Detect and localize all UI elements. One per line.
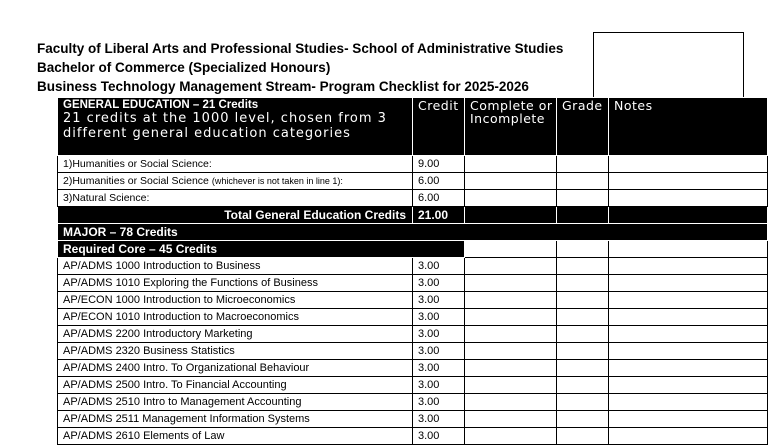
- ge-row-notes-cell[interactable]: [609, 190, 768, 207]
- course-credit: 3.00: [413, 411, 465, 428]
- ge-row-credit: 6.00: [413, 173, 465, 190]
- course-name: AP/ADMS 2400 Intro. To Organizational Behaviour: [58, 360, 413, 377]
- ge-row-notes-cell[interactable]: [609, 173, 768, 190]
- course-grade-cell[interactable]: [557, 411, 609, 428]
- column-header-credit: Credit: [413, 98, 465, 156]
- ge-total-grade: [557, 207, 609, 224]
- course-notes-cell[interactable]: [609, 309, 768, 326]
- course-credit: 3.00: [413, 258, 465, 275]
- ge-row-grade-cell[interactable]: [557, 190, 609, 207]
- course-credit: 3.00: [413, 326, 465, 343]
- course-notes-cell[interactable]: [609, 292, 768, 309]
- column-header-grade: Grade: [557, 98, 609, 156]
- course-row: [58, 343, 768, 360]
- course-grade-cell[interactable]: [557, 377, 609, 394]
- course-credit: 3.00: [413, 428, 465, 445]
- general-education-header-row: [58, 98, 768, 156]
- course-grade-cell[interactable]: [557, 309, 609, 326]
- ge-row: [58, 190, 768, 207]
- course-notes-cell[interactable]: [609, 343, 768, 360]
- column-header-notes: Notes: [609, 98, 768, 156]
- ge-row-grade-cell[interactable]: [557, 173, 609, 190]
- course-grade-cell[interactable]: [557, 343, 609, 360]
- core-notes-cell[interactable]: [609, 241, 768, 258]
- course-grade-cell[interactable]: [557, 360, 609, 377]
- course-complete-cell[interactable]: [465, 309, 557, 326]
- course-complete-cell[interactable]: [465, 377, 557, 394]
- course-complete-cell[interactable]: [465, 326, 557, 343]
- ge-total-label: Total General Education Credits: [58, 207, 413, 224]
- core-header-row: [58, 241, 768, 258]
- column-header-complete: Complete or Incomplete: [465, 98, 557, 156]
- course-row: [58, 258, 768, 275]
- header-faculty: Faculty of Liberal Arts and Professional Studies- School of Administrative Studies: [37, 41, 564, 56]
- course-complete-cell[interactable]: [465, 411, 557, 428]
- course-credit: 3.00: [413, 343, 465, 360]
- course-notes-cell[interactable]: [609, 326, 768, 343]
- course-row: [58, 360, 768, 377]
- course-name: AP/ADMS 2320 Business Statistics: [58, 343, 413, 360]
- course-grade-cell[interactable]: [557, 428, 609, 445]
- course-grade-cell[interactable]: [557, 292, 609, 309]
- ge-row-complete-cell[interactable]: [465, 156, 557, 173]
- ge-row-label: 1)Humanities or Social Science:: [58, 156, 413, 173]
- core-title: Required Core – 45 Credits: [58, 241, 465, 258]
- course-grade-cell[interactable]: [557, 326, 609, 343]
- course-name: AP/ADMS 2511 Management Information Systems: [58, 411, 413, 428]
- course-notes-cell[interactable]: [609, 394, 768, 411]
- course-grade-cell[interactable]: [557, 275, 609, 292]
- course-credit: 3.00: [413, 360, 465, 377]
- ge-total-complete: [465, 207, 557, 224]
- student-info-box[interactable]: [593, 32, 744, 100]
- course-name: AP/ECON 1010 Introduction to Macroeconomics: [58, 309, 413, 326]
- course-row: [58, 275, 768, 292]
- course-notes-cell[interactable]: [609, 377, 768, 394]
- general-education-header: [58, 98, 413, 156]
- course-name: AP/ADMS 1010 Exploring the Functions of Business: [58, 275, 413, 292]
- course-complete-cell[interactable]: [465, 343, 557, 360]
- core-complete-cell[interactable]: [465, 241, 557, 258]
- ge-total-value: 21.00: [413, 207, 465, 224]
- ge-row-complete-cell[interactable]: [465, 173, 557, 190]
- course-grade-cell[interactable]: [557, 394, 609, 411]
- ge-row: [58, 156, 768, 173]
- header-degree: Bachelor of Commerce (Specialized Honours): [37, 60, 331, 75]
- ge-row-notes-cell[interactable]: [609, 156, 768, 173]
- course-notes-cell[interactable]: [609, 275, 768, 292]
- course-name: AP/ADMS 2610 Elements of Law: [58, 428, 413, 445]
- course-complete-cell[interactable]: [465, 394, 557, 411]
- course-name: AP/ADMS 2510 Intro to Management Accounting: [58, 394, 413, 411]
- course-complete-cell[interactable]: [465, 428, 557, 445]
- course-name: AP/ADMS 2200 Introductory Marketing: [58, 326, 413, 343]
- course-row: [58, 394, 768, 411]
- course-name: AP/ADMS 2500 Intro. To Financial Accounting: [58, 377, 413, 394]
- major-title: MAJOR – 78 Credits: [58, 224, 768, 241]
- ge-row: [58, 173, 768, 190]
- general-education-description: 21 credits at the 1000 level, chosen from 3 different general education categories: [63, 111, 387, 141]
- ge-row-credit: 9.00: [413, 156, 465, 173]
- course-row: [58, 309, 768, 326]
- course-notes-cell[interactable]: [609, 360, 768, 377]
- course-credit: 3.00: [413, 292, 465, 309]
- major-header-row: [58, 224, 768, 241]
- course-name: AP/ECON 1000 Introduction to Microeconomics: [58, 292, 413, 309]
- course-complete-cell[interactable]: [465, 292, 557, 309]
- program-checklist-table: [57, 97, 768, 445]
- course-name: AP/ADMS 1000 Introduction to Business: [58, 258, 413, 275]
- course-complete-cell[interactable]: [465, 258, 557, 275]
- ge-row-credit: 6.00: [413, 190, 465, 207]
- course-credit: 3.00: [413, 309, 465, 326]
- course-notes-cell[interactable]: [609, 428, 768, 445]
- course-credit: 3.00: [413, 394, 465, 411]
- ge-row-label: 2)Humanities or Social Science (whichever is not taken in line 1):: [58, 173, 413, 190]
- ge-total-row: [58, 207, 768, 224]
- core-grade-cell[interactable]: [557, 241, 609, 258]
- course-notes-cell[interactable]: [609, 411, 768, 428]
- course-row: [58, 292, 768, 309]
- ge-row-grade-cell[interactable]: [557, 156, 609, 173]
- course-row: [58, 377, 768, 394]
- course-notes-cell[interactable]: [609, 258, 768, 275]
- ge-row-label: 3)Natural Science:: [58, 190, 413, 207]
- ge-row-complete-cell[interactable]: [465, 190, 557, 207]
- general-education-title: GENERAL EDUCATION – 21 Credits: [63, 99, 259, 111]
- course-grade-cell[interactable]: [557, 258, 609, 275]
- header-stream: Business Technology Management Stream- Program Checklist for 2025-2026: [37, 79, 529, 94]
- course-row: [58, 428, 768, 445]
- course-row: [58, 326, 768, 343]
- course-complete-cell[interactable]: [465, 275, 557, 292]
- course-row: [58, 411, 768, 428]
- course-credit: 3.00: [413, 275, 465, 292]
- course-complete-cell[interactable]: [465, 360, 557, 377]
- ge-total-notes: [609, 207, 768, 224]
- course-credit: 3.00: [413, 377, 465, 394]
